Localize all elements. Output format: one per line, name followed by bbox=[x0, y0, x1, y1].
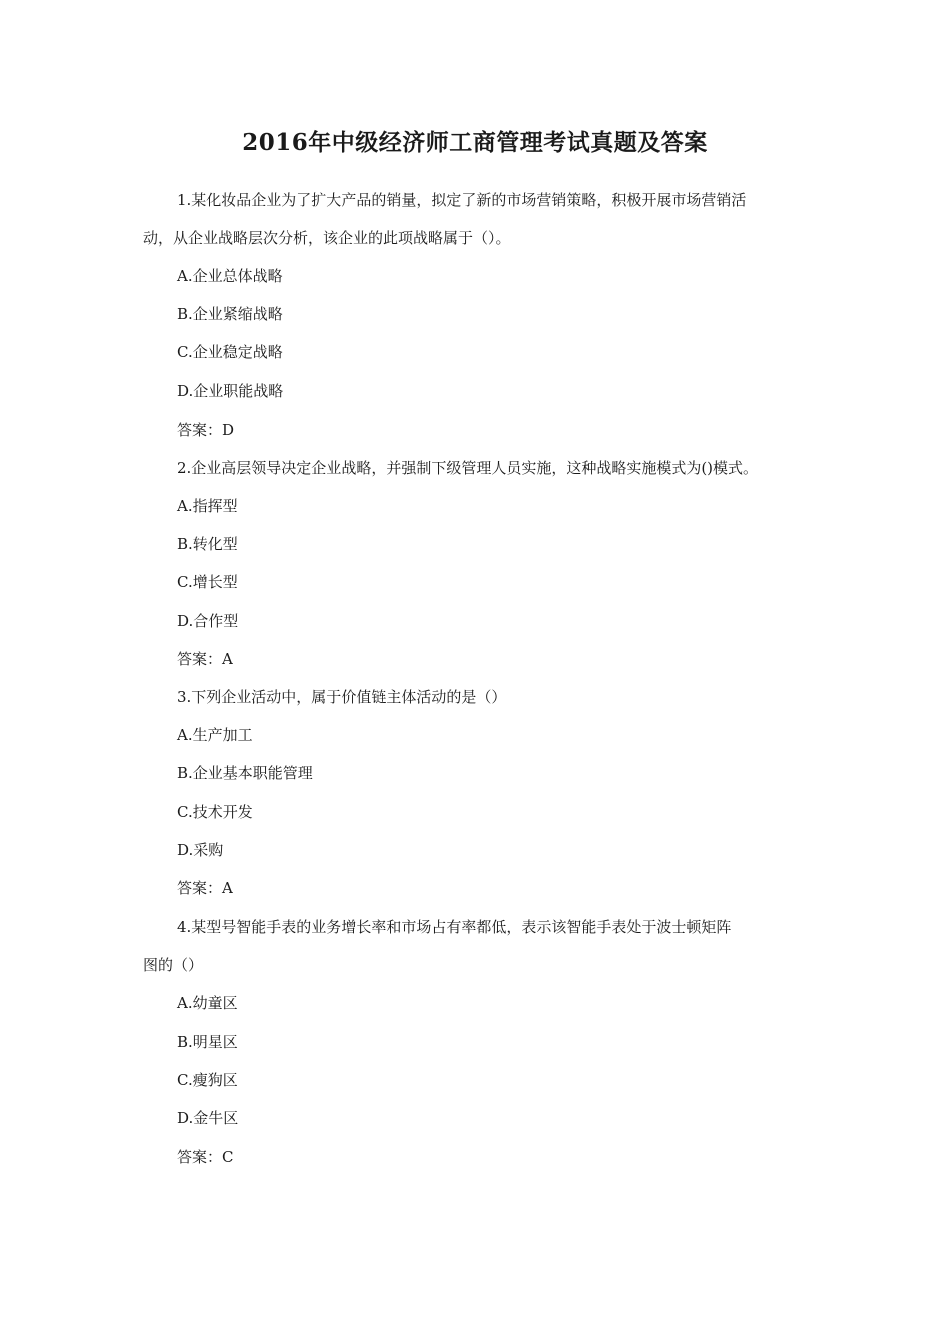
question-3-answer: 答案：A bbox=[177, 879, 233, 897]
question-2-option-b: B.转化型 bbox=[177, 535, 238, 553]
question-4-option-d: D.金牛区 bbox=[177, 1109, 239, 1127]
question-4-stem-line-1: 4.某型号智能手表的业务增长率和市场占有率都低，表示该智能手表处于波士顿矩阵 bbox=[177, 918, 732, 936]
question-3-option-c: C.技术开发 bbox=[177, 803, 253, 821]
question-2-option-d: D.合作型 bbox=[177, 612, 239, 630]
question-3-stem-line-1: 3.下列企业活动中，属于价值链主体活动的是（） bbox=[177, 688, 507, 706]
question-2-answer: 答案：A bbox=[177, 650, 233, 668]
question-1-option-c: C.企业稳定战略 bbox=[177, 343, 283, 361]
question-1-option-d: D.企业职能战略 bbox=[177, 382, 284, 400]
question-1-answer: 答案：D bbox=[177, 421, 235, 439]
question-1-option-b: B.企业紧缩战略 bbox=[177, 305, 283, 323]
question-3-option-b: B.企业基本职能管理 bbox=[177, 764, 313, 782]
question-2-option-a: A.指挥型 bbox=[177, 497, 238, 515]
question-4-option-b: B.明星区 bbox=[177, 1033, 238, 1051]
question-3-option-a: A.生产加工 bbox=[177, 726, 253, 744]
question-1-stem-line-2: 动，从企业战略层次分析，该企业的此项战略属于（）。 bbox=[143, 229, 511, 247]
question-2-option-c: C.增长型 bbox=[177, 573, 238, 591]
question-1-stem-line-1: 1.某化妆品企业为了扩大产品的销量，拟定了新的市场营销策略，积极开展市场营销活 bbox=[177, 191, 747, 209]
question-4-answer: 答案：C bbox=[177, 1148, 234, 1166]
question-4-stem-line-2: 图的（） bbox=[143, 956, 204, 974]
question-1-option-a: A.企业总体战略 bbox=[177, 267, 283, 285]
question-4-option-c: C.瘦狗区 bbox=[177, 1071, 238, 1089]
question-2-stem-line-1: 2.企业高层领导决定企业战略，并强制下级管理人员实施，这种战略实施模式为()模式。 bbox=[177, 459, 759, 477]
question-4-option-a: A.幼童区 bbox=[177, 994, 238, 1012]
page-title: 2016年中级经济师工商管理考试真题及答案 bbox=[242, 129, 708, 156]
question-3-option-d: D.采购 bbox=[177, 841, 224, 859]
